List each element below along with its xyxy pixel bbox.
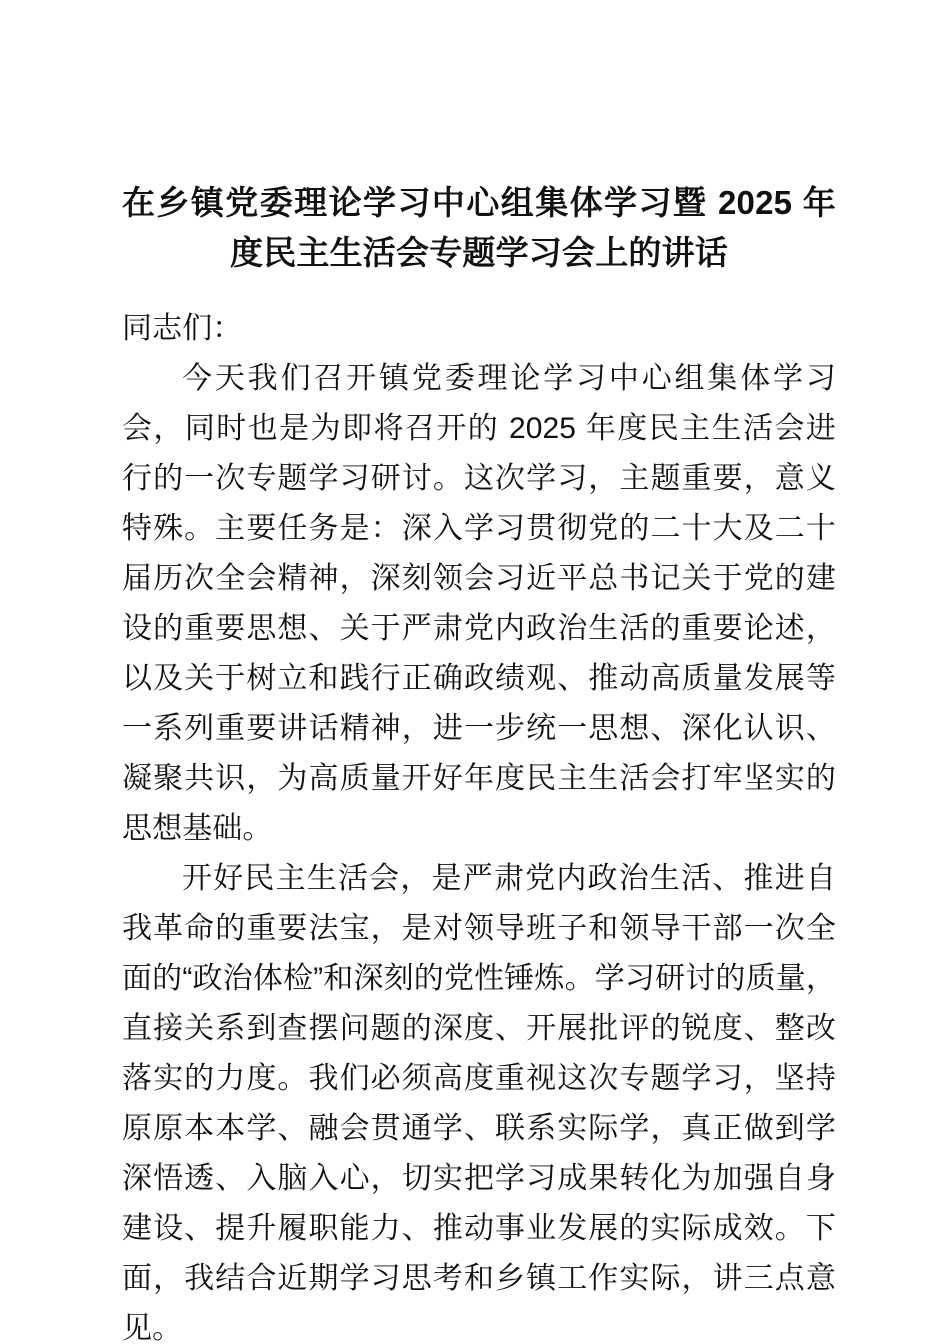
body-paragraph-2: 开好民主生活会，是严肃党内政治生活、推进自我革命的重要法宝，是对领导班子和领导干部一次全面的“政治体检”和深刻的党性锤炼。学习研讨的质量，直接关系到查摆问题的深度、开展批评的锐度、整改落实的力度。我们必须高度重视这次专题学习，坚持原原本本学、融会贯通学、联系实际学，真正做到学深悟透、入脑入心，切实把学习成果转化为加强自身建设、提升履职能力、推动事业发展的实际成效。下面，我结合近期学习思考和乡镇工作实际，讲三点意见。 [122, 862, 836, 1344]
body-paragraph-1: 今天我们召开镇党委理论学习中心组集体学习会，同时也是为即将召开的 2025 年度民主生活会进行的一次专题学习研讨。这次学习，主题重要，意义特殊。主要任务是：深入学习贯彻党的二十大及二十届历次全会精神，深刻领会习近平总书记关于党的建设的重要思想、关于严肃党内政治生活的重要论述，以及关于树立和践行正确政绩观、推动高质量发展等一系列重要讲话精神，进一步统一思想、深化认识、凝聚共识，为高质量开好年度民主生活会打牢坚实的思想基础。 [122, 362, 836, 845]
salutation: 同志们： [122, 312, 243, 345]
document-body [122, 178, 836, 1344]
document-title: 在乡镇党委理论学习中心组集体学习暨 2025 年度民主生活会专题学习会上的讲话 [122, 184, 836, 271]
